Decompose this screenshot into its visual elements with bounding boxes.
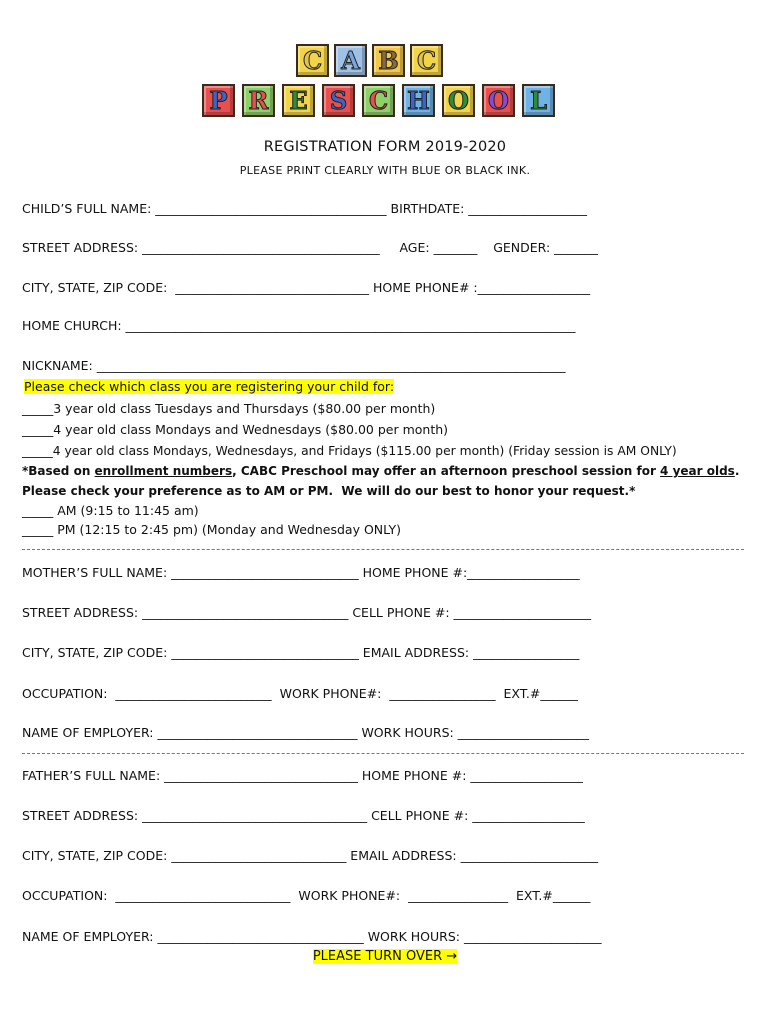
logo-block-s <box>322 84 355 117</box>
turn-over-text: PLEASE TURN OVER → <box>312 949 458 964</box>
logo-letter: A <box>341 46 360 75</box>
logo-block-c1 <box>296 44 329 77</box>
logo-block-e <box>282 84 315 117</box>
section-divider <box>22 753 744 754</box>
class-prompt <box>24 379 394 395</box>
note-part-underlined: enrollment numbers <box>94 464 233 478</box>
logo-letter: C <box>368 86 389 115</box>
pm-session-option[interactable]: _____ PM (12:15 to 2:45 pm) (Monday and Wednesday ONLY) <box>22 522 401 537</box>
mother-city-state-zip-field[interactable]: CITY, STATE, ZIP CODE: ______________________________ EMAIL ADDRESS: _________________ <box>22 645 580 660</box>
father-city-state-zip-field[interactable]: CITY, STATE, ZIP CODE: ____________________________ EMAIL ADDRESS: ______________________ <box>22 848 599 863</box>
logo-block-p <box>202 84 235 117</box>
logo-letter: E <box>289 86 308 115</box>
section-divider <box>22 549 744 550</box>
logo-block-l <box>522 84 555 117</box>
logo-block-b <box>372 44 405 77</box>
logo-letter: S <box>329 86 348 115</box>
child-city-state-zip-field[interactable]: CITY, STATE, ZIP CODE: _______________________________ HOME PHONE# :__________________ <box>22 280 591 295</box>
class-option-4yr-mon-wed-fri[interactable]: _____4 year old class Mondays, Wednesdays, and Fridays ($115.00 per month) (Friday session is AM ONLY) <box>22 444 677 458</box>
logo-block-o2 <box>482 84 515 117</box>
logo-block-c2 <box>410 44 443 77</box>
afternoon-session-note <box>22 463 739 479</box>
mother-employer-field[interactable]: NAME OF EMPLOYER: ________________________________ WORK HOURS: _____________________ <box>22 725 589 740</box>
logo-letter: C <box>416 46 437 75</box>
mother-full-name-field[interactable]: MOTHER’S FULL NAME: ______________________________ HOME PHONE #:__________________ <box>22 565 580 580</box>
logo-letter: R <box>248 86 269 115</box>
nickname-field[interactable]: NICKNAME: ___________________________________________________________________________ <box>22 358 566 373</box>
logo-letter: L <box>530 86 547 115</box>
please-turn-over <box>0 949 770 964</box>
class-option-4yr-mon-wed[interactable]: _____4 year old class Mondays and Wednesdays ($80.00 per month) <box>22 422 449 437</box>
cabc-preschool-logo <box>0 0 770 130</box>
mother-street-address-field[interactable]: STREET ADDRESS: _________________________________ CELL PHONE #: ______________________ <box>22 605 592 620</box>
child-street-address-field[interactable]: STREET ADDRESS: ______________________________________ AGE: _______ GENDER: _______ <box>22 240 598 255</box>
home-church-field[interactable]: HOME CHURCH: ________________________________________________________________________ <box>22 318 576 333</box>
logo-letter: O <box>488 86 509 115</box>
logo-letter: O <box>448 86 469 115</box>
logo-letter: B <box>378 46 399 75</box>
form-title: REGISTRATION FORM 2019-2020 <box>263 139 507 155</box>
father-employer-field[interactable]: NAME OF EMPLOYER: _________________________________ WORK HOURS: ______________________ <box>22 929 602 944</box>
am-pm-preference-note: Please check your preference as to AM or PM. We will do our best to honor your request.* <box>22 484 636 498</box>
father-street-address-field[interactable]: STREET ADDRESS: ____________________________________ CELL PHONE #: __________________ <box>22 808 585 823</box>
mother-occupation-field[interactable]: OCCUPATION: _________________________ WORK PHONE#: _________________ EXT.#______ <box>22 686 578 701</box>
class-option-3yr-tue-thu[interactable]: _____3 year old class Tuesdays and Thursdays ($80.00 per month) <box>22 401 436 416</box>
child-full-name-field[interactable]: CHILD’S FULL NAME: _____________________________________ BIRTHDATE: ___________________ <box>22 201 588 216</box>
note-part: *Based on <box>22 464 95 478</box>
logo-block-h <box>402 84 435 117</box>
note-part-underlined: 4 year olds <box>660 464 735 478</box>
logo-letter: C <box>302 46 323 75</box>
logo-block-r <box>242 84 275 117</box>
class-prompt-text: Please check which class you are registering your child for: <box>24 379 395 394</box>
logo-letter: P <box>209 86 228 115</box>
logo-block-a <box>334 44 367 77</box>
note-part: . <box>734 464 740 478</box>
father-full-name-field[interactable]: FATHER’S FULL NAME: _______________________________ HOME PHONE #: __________________ <box>22 768 583 783</box>
am-session-option[interactable]: _____ AM (9:15 to 11:45 am) <box>22 503 199 518</box>
form-subtitle: PLEASE PRINT CLEARLY WITH BLUE OR BLACK INK. <box>239 164 531 177</box>
father-occupation-field[interactable]: OCCUPATION: ____________________________ WORK PHONE#: ________________ EXT.#______ <box>22 888 591 903</box>
note-part: , CABC Preschool may offer an afternoon preschool session for <box>232 464 661 478</box>
logo-letter: H <box>407 86 430 115</box>
logo-block-o1 <box>442 84 475 117</box>
logo-block-c3 <box>362 84 395 117</box>
